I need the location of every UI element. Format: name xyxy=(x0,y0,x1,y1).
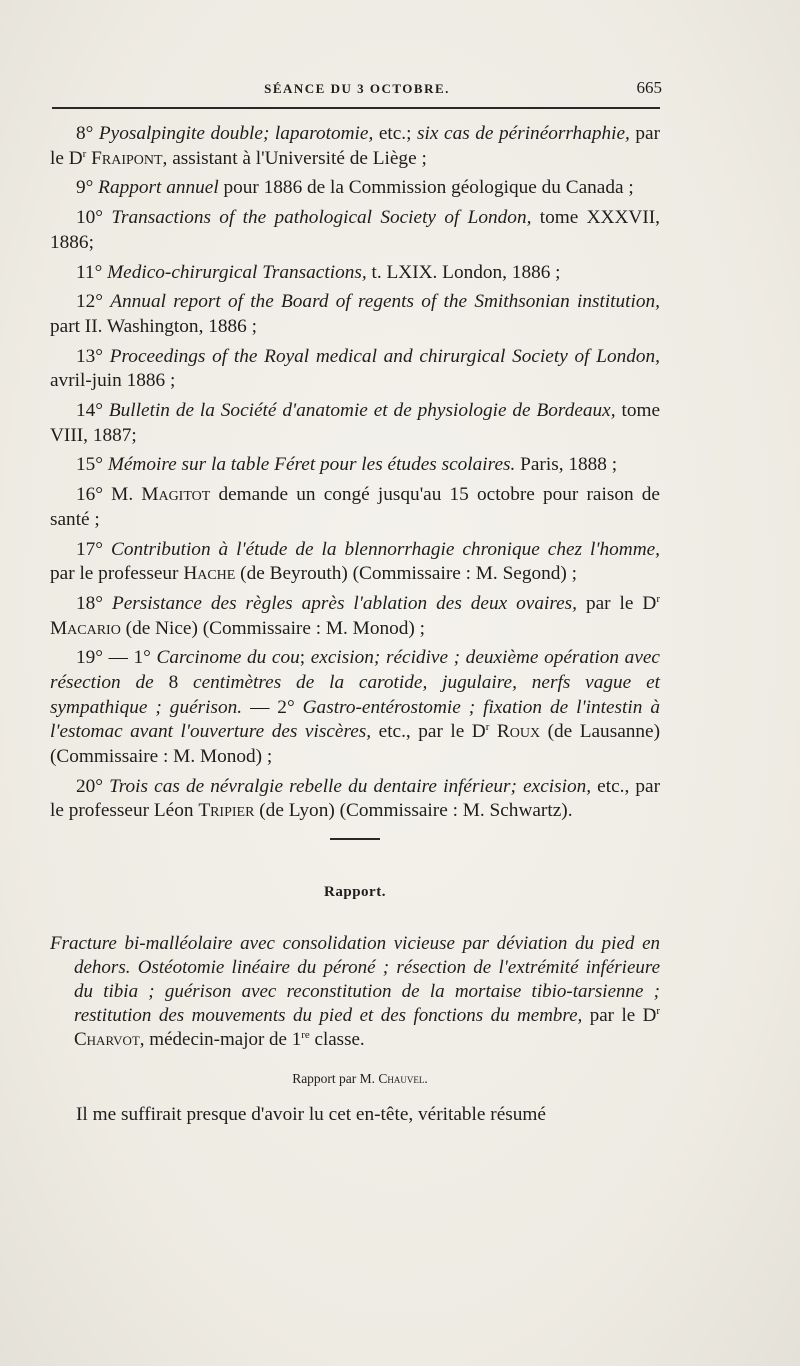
list-item-11: 11° Medico-chirurgical Transactions, t. LXIX. London, 1886 ; xyxy=(76,261,561,283)
header-rule xyxy=(52,107,660,109)
body-paragraph-start: Il me suffirait presque d'avoir lu cet en-tête, véritable résumé xyxy=(76,1104,546,1126)
list-item-19: 19° — 1° Carcinome du cou; excision; récidive ; deuxième opération avec résection de 8 centimètres de la carotide, jugulaire, nerfs vague et sympathique ; guérison. — 2° Gastro-entérostomie ; fixation de l'intestin à l'estomac avant l'ouverture des viscères, etc., par le $D^r$ Roux (de Lausanne) (Commissaire : M. Monod) ; xyxy=(50,647,661,767)
list-item-8: 8° Pyosalpingite double; laparotomie, etc.; six cas de périnéorrhaphie, par le $D^r$ Fraipont, assistant à l'Université de Liège ; xyxy=(50,123,661,169)
list-item-9: 9° Rapport annuel pour 1886 de la Commission géologique du Canada ; xyxy=(76,177,634,199)
section-title: Rapport. xyxy=(324,883,386,900)
report-byline: Rapport par M. Chauvel. xyxy=(292,1071,428,1087)
header-title: SÉANCE DU 3 OCTOBRE. xyxy=(264,81,450,96)
report-title: Fracture bi-malléolaire avec consolidation vicieuse par déviation du pied en dehors. Ostéotomie linéaire du péroné ; résection de l'extrémité inférieure du tibia ; guérison avec reconstitution de la mortaise tibio-tarsienne ; restitution des mouvements du pied et des fonctions du membre, par le $D^r$ Charvot, médecin-major de 1re classe. xyxy=(50,933,660,1051)
list-item-10: 10° Transactions of the pathological Society of London, tome XXXVII, 1886; xyxy=(50,207,660,253)
list-item-15: 15° Mémoire sur la table Féret pour les études scolaires. Paris, 1888 ; xyxy=(76,454,618,476)
list-item-18: 18° Persistance des règles après l'ablation des deux ovaires, par le $D^r$ Macario (de Nice) (Commissaire : M. Monod) ; xyxy=(50,592,661,639)
list-item-20: 20° Trois cas de névralgie rebelle du dentaire inférieur; excision, etc., par le professeur Léon Tripier (de Lyon) (Commissaire : M. Schwartz). xyxy=(50,775,661,822)
main-text xyxy=(50,122,660,1147)
running-header xyxy=(52,76,662,100)
list-item-16: 16° M. Magitot demande un congé jusqu'au 15 octobre pour raison de santé ; xyxy=(50,484,660,530)
list-item-12: 12° Annual report of the Board of regents of the Smithsonian institution, part II. Washington, 1886 ; xyxy=(50,291,660,337)
list-item-17: 17° Contribution à l'étude de la blennorrhagie chronique chez l'homme, par le professeur Hache (de Beyrouth) (Commissaire : M. Segond) ; xyxy=(50,538,660,585)
page-number: 665 xyxy=(636,78,662,97)
section-separator xyxy=(330,838,380,840)
list-item-13: 13° Proceedings of the Royal medical and chirurgical Society of London, avril-juin 1886 ; xyxy=(50,345,660,392)
list-item-14: 14° Bulletin de la Société d'anatomie et de physiologie de Bordeaux, tome VIII, 1887; xyxy=(50,400,661,446)
